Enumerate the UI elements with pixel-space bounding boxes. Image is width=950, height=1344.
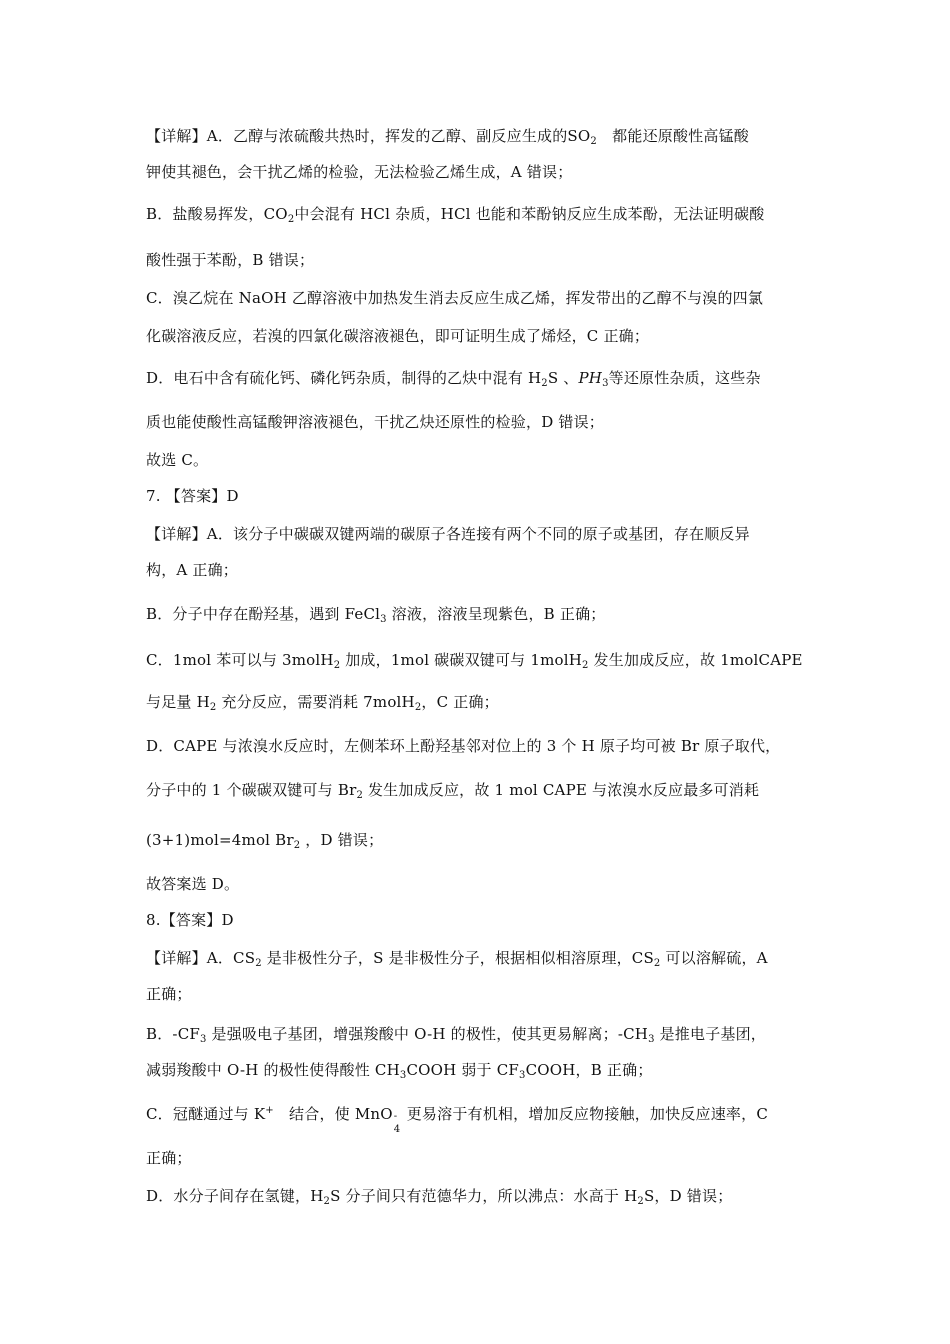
text-line: 【详解】A．$CS_2$ 是非极性分子，S 是非极性分子，根据相似相溶原理，$CS_2$ 可以溶解硫，A bbox=[146, 949, 768, 969]
text-line: 钾使其褪色，会干扰乙烯的检验，无法检验乙烯生成，A 错误； bbox=[146, 163, 573, 181]
text-line: 构，A 正确； bbox=[146, 561, 239, 579]
answer-heading: 7. 【答案】D bbox=[146, 487, 239, 505]
text-line: C．溴乙烷在 NaOH 乙醇溶液中加热发生消去反应生成乙烯，挥发带出的乙醇不与溴的四氯 bbox=[146, 289, 764, 307]
text-line: C．1mol 苯可以与 3molH$_2$ 加成，1mol 碳碳双键可与 1molH$_2$ 发生加成反应，故 1molCAPE bbox=[146, 651, 803, 671]
text-line: 分子中的 1 个碳碳双键可与 $Br_2$ 发生加成反应，故 1 mol CAPE 与浓溴水反应最多可消耗 bbox=[146, 781, 760, 801]
text-line: D．电石中含有硫化钙、磷化钙杂质，制得的乙炔中混有 $H_2S$ 、$PH_3$等还原性杂质，这些杂 bbox=[146, 369, 761, 389]
text-line: 故选 C。 bbox=[146, 451, 209, 469]
text-line: B．盐酸易挥发，$CO_2$中会混有 HCl 杂质，HCl 也能和苯酚钠反应生成苯酚，无法证明碳酸 bbox=[146, 205, 765, 225]
text-line: 正确； bbox=[146, 985, 192, 1003]
text-line: 减弱羧酸中 O-H 的极性使得酸性 $CH_3COOH$ 弱于 $CF_3COOH$，B 正确； bbox=[146, 1061, 653, 1081]
text-line: B．$-CF_3$ 是强吸电子基团，增强羧酸中 O-H 的极性，使其更易解离；$-CH_3$ 是推电子基团， bbox=[146, 1025, 767, 1045]
text-line: 酸性强于苯酚，B 错误； bbox=[146, 251, 315, 269]
text-line: 故答案选 D。 bbox=[146, 875, 240, 893]
text-line: D．CAPE 与浓溴水反应时，左侧苯环上酚羟基邻对位上的 3 个 H 原子均可被 Br 原子取代， bbox=[146, 737, 781, 755]
text-line: (3+1)mol=4mol $Br_2$ ，D 错误； bbox=[146, 831, 384, 851]
text-line: B．分子中存在酚羟基，遇到 FeCl$_3$ 溶液，溶液呈现紫色，B 正确； bbox=[146, 605, 606, 625]
text-line: 【详解】A．该分子中碳碳双键两端的碳原子各连接有两个不同的原子或基团，存在顺反异 bbox=[146, 525, 750, 543]
answer-heading: 8.【答案】D bbox=[146, 911, 234, 929]
text-line: C．冠醚通过与 K+ 结合，使 MnO - 4 更易溶于有机相，增加反应物接触，加快反应速率，C bbox=[146, 1105, 768, 1135]
text-line: 与足量 $H_2$ 充分反应，需要消耗 7molH$_2$，C 正确； bbox=[146, 693, 499, 713]
text-line: 质也能使酸性高锰酸钾溶液褪色，干扰乙炔还原性的检验，D 错误； bbox=[146, 413, 604, 431]
text-line: 正确； bbox=[146, 1149, 192, 1167]
text-line: 【详解】A．乙醇与浓硫酸共热时，挥发的乙醇、副反应生成的$SO_2$ 都能还原酸性高锰酸 bbox=[146, 127, 749, 147]
text-line: D．水分子间存在氢键，$H_2S$ 分子间只有范德华力，所以沸点：水高于 $H_2S$，D 错误； bbox=[146, 1187, 733, 1207]
text-line: 化碳溶液反应，若溴的四氯化碳溶液褪色，即可证明生成了烯烃，C 正确； bbox=[146, 327, 650, 345]
